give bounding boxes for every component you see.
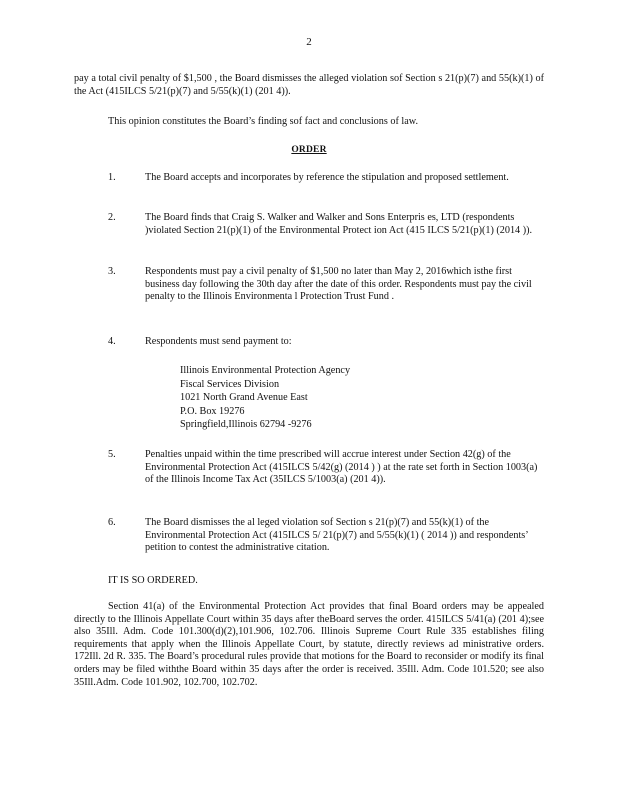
order-item-text: Respondents must pay a civil penalty of $1,500 no later than May 2, 2016which isthe first business day following the 30th day after the date of this order. Respondents must pay the civil penalty to the Illinois Environmenta l Protection Trust Fund . xyxy=(145,266,532,302)
order-heading-row xyxy=(0,144,618,157)
page-number: 2 xyxy=(306,36,312,48)
order-item-number: 6. xyxy=(108,517,116,528)
address-line: Fiscal Services Division xyxy=(180,378,280,390)
order-item-text: The Board dismisses the al leged violation sof Section s 21(p)(7) and 55(k)(1) of the Environmental Protection Act (415ILCS 5/ 21(p)(7) and 5/55(k)(1) ( 2014 )) and respondents’ petition to contest the administrative citation. xyxy=(145,517,528,553)
address-line: Illinois Environmental Protection Agency xyxy=(180,365,351,376)
opinion-paragraph: This opinion constitutes the Board’s finding sof fact and conclusions of law. xyxy=(108,116,419,127)
order-item-number: 1. xyxy=(108,172,116,183)
order-item-number: 4. xyxy=(108,336,116,347)
address-line: Springfield,Illinois 62794 -9276 xyxy=(180,419,312,430)
intro-paragraph: pay a total civil penalty of $1,500 , the Board dismisses the alleged violation sof Section s 21(p)(7) and 55(k)(1) of the Act (415ILCS 5/21(p)(7) and 5/55(k)(1) (201 4)). xyxy=(74,73,544,97)
payment-address xyxy=(180,365,350,433)
order-item-number: 2. xyxy=(108,212,116,223)
order-item-text: Penalties unpaid within the time prescribed will accrue interest under Section 42(g) of the Environmental Protection Act (415ILCS 5/42(g) (2014 ) ) at the rate set forth in Section 1003(a) of the Illinois Income Tax Act (35ILCS 5/1003(a) (201 4)). xyxy=(145,449,538,485)
address-line: 1021 North Grand Avenue East xyxy=(180,392,308,403)
order-item-text: The Board accepts and incorporates by reference the stipulation and proposed settlement. xyxy=(145,172,509,183)
address-line: P.O. Box 19276 xyxy=(180,405,245,417)
order-heading: ORDER xyxy=(291,145,327,155)
appeal-rights-paragraph: Section 41(a) of the Environmental Protection Act provides that final Board orders may be appealed directly to the Illinois Appellate Court within 35 days after theBoard serves the order. 415ILCS 5/41(a) (201 4);see also 35Ill. Adm. Code 101.300(d)(2),101.906, 102.706. Illinois Supreme Court Rule 335 establishes filing requirements that apply when the Illinois Appellate Court, by statute, directly reviews ad ministrative orders. 172Ill. 2d R. 335. The Board’s procedural rules provide that motions for the Board to reconsider or modify its final orders may be filed withthe Board within 35 days after the order is received. 35Ill. Adm. Code 101.520; see also 35Ill.Adm. Code 101.902, 102.700, 102.702. xyxy=(74,601,544,688)
order-item-number: 3. xyxy=(108,266,116,277)
so-ordered: IT IS SO ORDERED. xyxy=(108,575,198,586)
order-item-number: 5. xyxy=(108,449,116,460)
order-item-text: Respondents must send payment to: xyxy=(145,336,292,347)
order-item-text: The Board finds that Craig S. Walker and Walker and Sons Enterpris es, LTD (respondents )violated Section 21(p)(1) of the Environmental Protect ion Act (415 ILCS 5/21(p)(1) (2014 )). xyxy=(145,212,533,236)
